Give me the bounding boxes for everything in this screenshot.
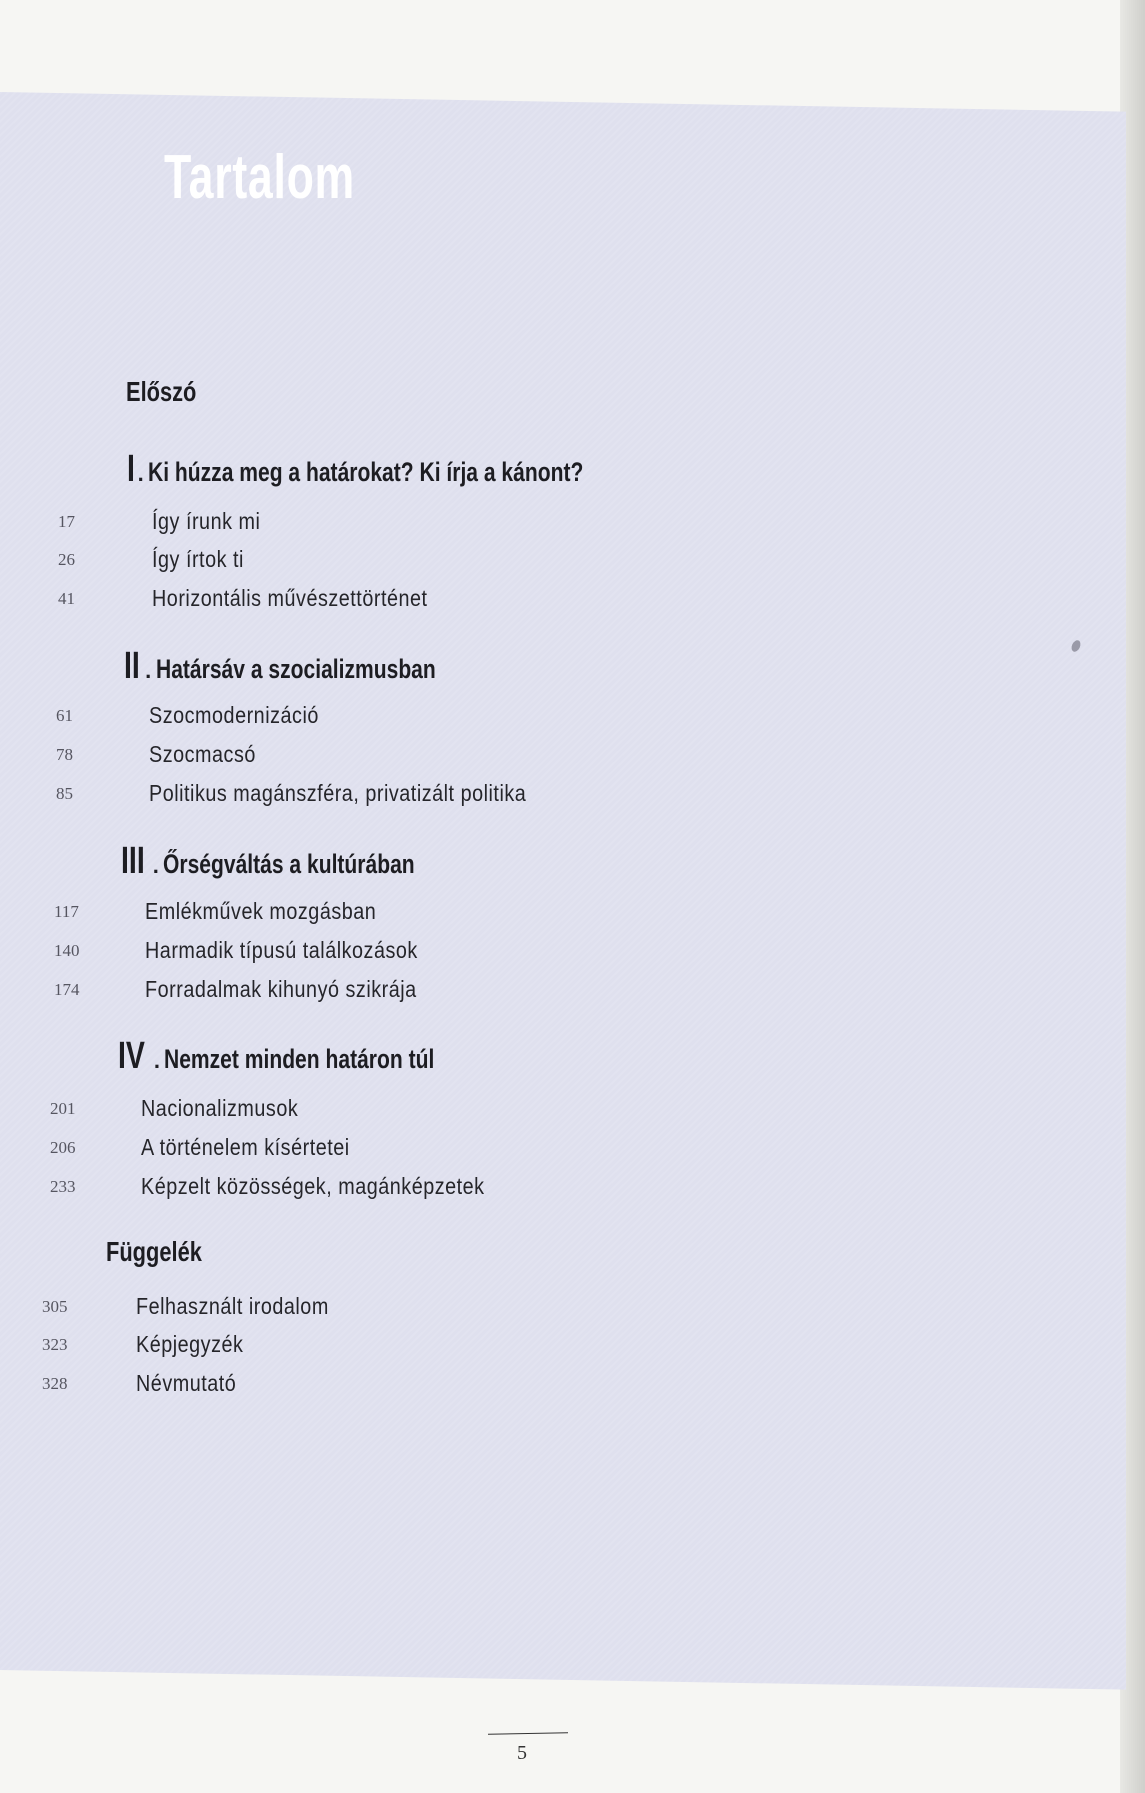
toc-entry: Felhasznált irodalom [136,1293,329,1319]
toc-entry: Nacionalizmusok [141,1095,299,1121]
toc-page-number: 85 [56,784,73,803]
toc-entry: Forradalmak kihunyó szikrája [145,976,417,1002]
section-heading-3 [121,840,486,883]
toc-entry: Névmutató [136,1370,237,1396]
section-numeral: I [127,448,135,490]
toc-page-number: 17 [58,512,75,531]
toc-page-number: 323 [42,1335,68,1354]
toc-page-number: 201 [50,1099,76,1118]
toc-entry: Szocmodernizáció [149,702,319,728]
toc-page-number: 78 [56,745,73,764]
toc-entry: Horizontális művészettörténet [152,585,428,611]
toc-page-number: 117 [54,902,79,921]
section-title: Nemzet minden határon túl [164,1044,435,1074]
section-numeral: II [124,645,140,687]
toc-entry: Így írtok ti [152,546,244,572]
section-numeral-dot: . [145,658,152,683]
section-heading-4 [118,1035,511,1078]
toc-page-number: 41 [58,589,75,608]
toc-page-number: 26 [58,550,75,569]
section-title: Határsáv a szocializmusban [155,654,436,684]
toc-entry: Politikus magánszféra, privatizált politika [149,780,527,806]
page-title: Tartalom [164,143,355,212]
toc-page-number: 305 [42,1297,68,1316]
toc-entry: Harmadik típusú találkozások [145,937,418,963]
section-numeral: III [121,840,145,882]
toc-page-number: 206 [50,1138,76,1157]
toc-entry: Képzelt közösségek, magánképzetek [141,1173,485,1199]
section-title: Őrségváltás a kultúrában [163,849,415,879]
toc-entry: Szocmacsó [149,741,256,767]
page-number: 5 [517,1742,527,1764]
toc-page-number: 174 [54,980,80,999]
tinted-background-panel [0,92,1126,1690]
section-numeral-dot: . [137,461,144,486]
preface-heading: Előszó [126,376,197,407]
toc-entry: Így írunk mi [152,508,261,534]
toc-page-number: 61 [56,706,73,725]
toc-entry: Képjegyzék [136,1331,244,1357]
toc-page-number: 233 [50,1177,76,1196]
section-numeral-dot: . [152,853,159,878]
toc-page-number: 328 [42,1374,68,1393]
section-title: Ki húzza meg a határokat? Ki írja a kánont? [148,457,584,487]
toc-page-number: 140 [54,941,80,960]
toc-entry: A történelem kísértetei [141,1134,350,1160]
toc-entry: Emlékművek mozgásban [145,898,377,924]
appendix-heading: Függelék [106,1236,202,1267]
section-numeral-dot: . [153,1048,161,1073]
section-heading-2 [124,645,514,688]
section-numeral: IV [118,1035,145,1077]
section-heading-1 [127,448,706,491]
